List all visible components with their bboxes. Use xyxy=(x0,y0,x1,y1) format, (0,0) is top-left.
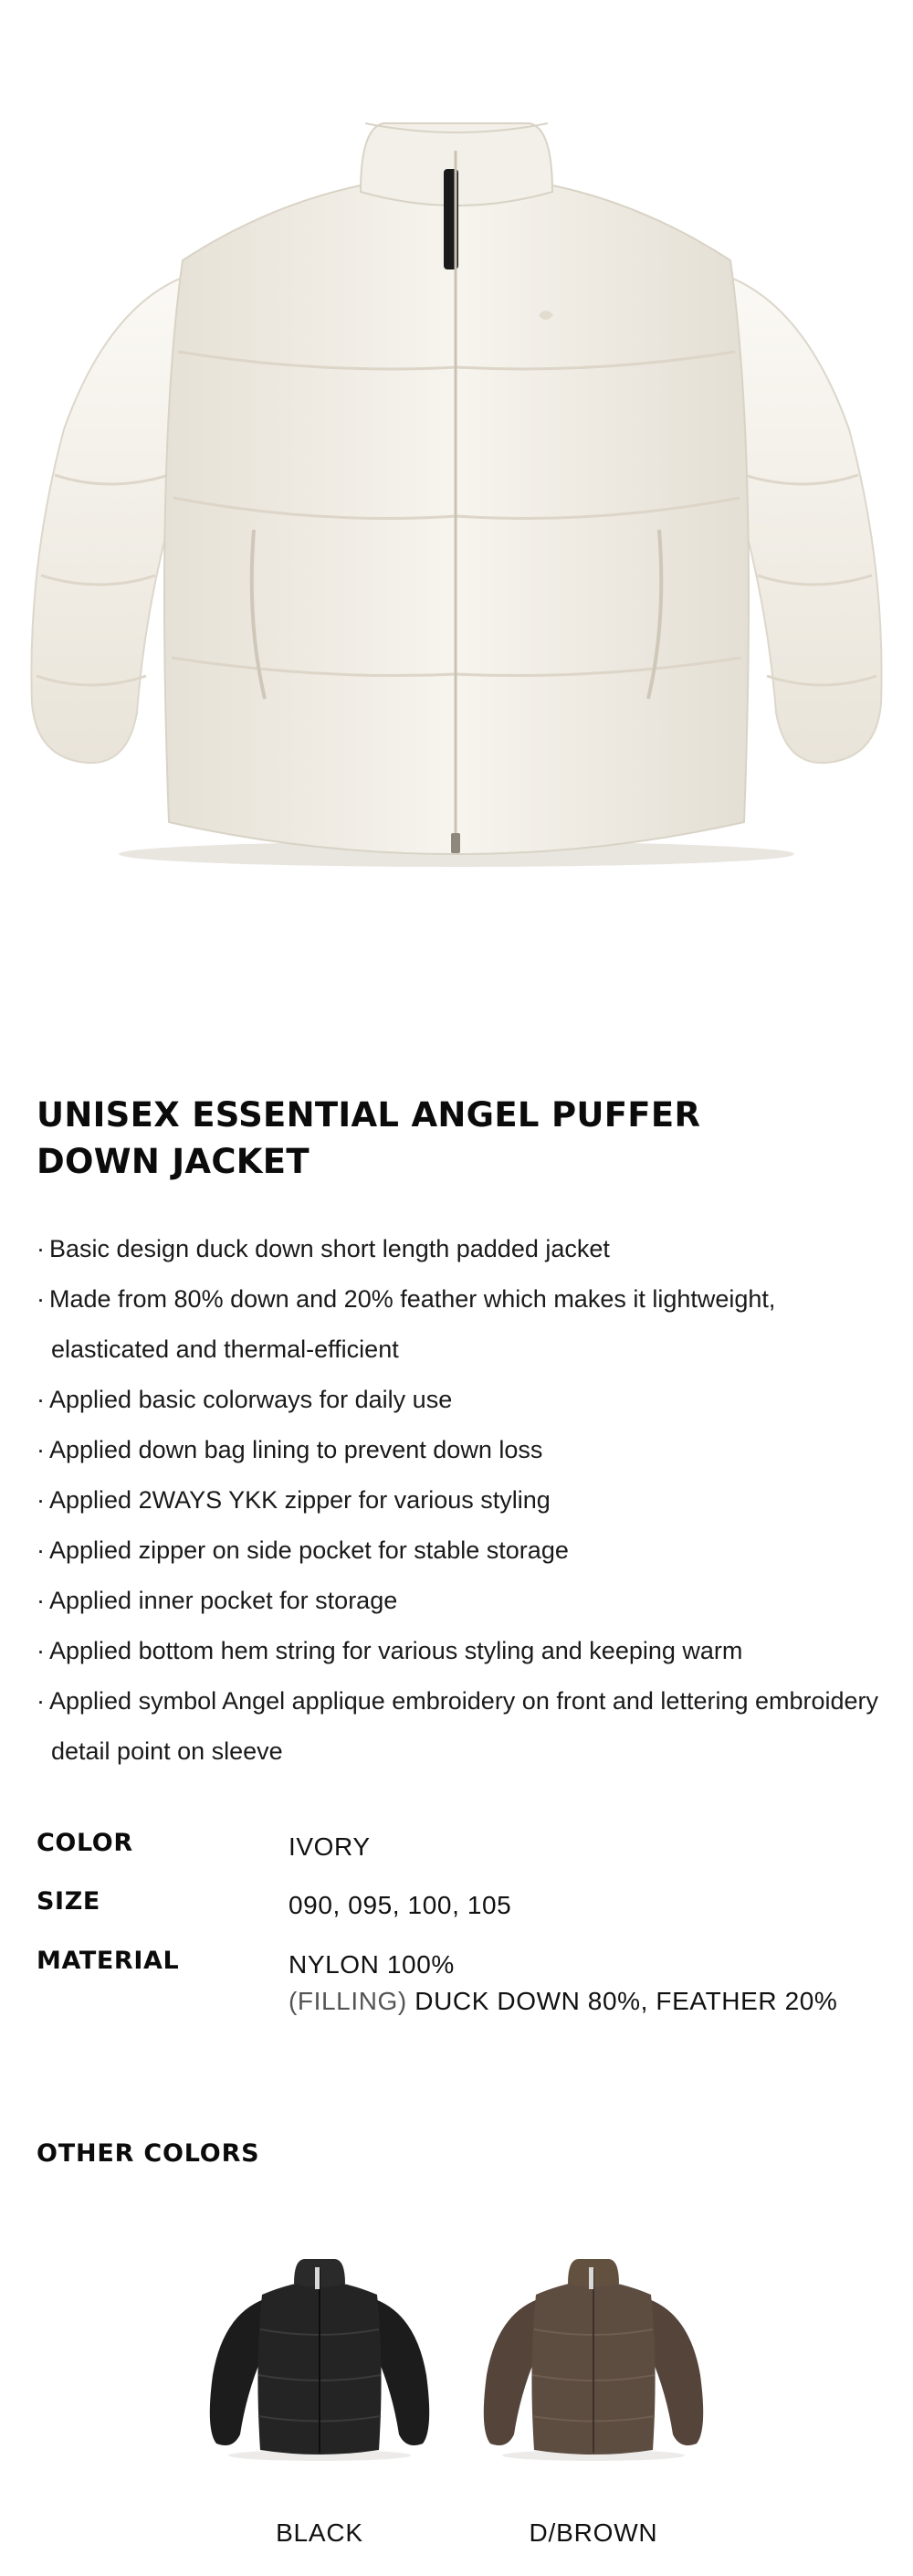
other-colors-heading: OTHER COLORS xyxy=(37,2139,260,2168)
color-swatch-brown[interactable] xyxy=(479,2256,708,2466)
feature-list xyxy=(37,1224,913,1777)
spec-label-material: MATERIAL xyxy=(37,1947,180,1975)
bullet-icon: · xyxy=(37,1587,45,1614)
bullet-icon: · xyxy=(37,1386,45,1413)
spec-row-color xyxy=(37,1829,371,1865)
bullet-icon: · xyxy=(37,1687,45,1715)
color-label-black[interactable]: BLACK xyxy=(276,2518,363,2547)
feature-item: · Applied symbol Angel applique embroidery on front and lettering embroidery detail point on sleeve xyxy=(37,1676,913,1777)
spec-value-material xyxy=(289,1947,837,2020)
spec-label-size: SIZE xyxy=(37,1887,100,1916)
feature-item: · Applied inner pocket for storage xyxy=(37,1576,913,1626)
spec-value-color: IVORY xyxy=(289,1832,371,1861)
bullet-icon: · xyxy=(37,1285,45,1313)
material-filling xyxy=(289,1983,837,2020)
feature-item: · Made from 80% down and 20% feather which makes it lightweight, elasticated and thermal-efficient xyxy=(37,1274,913,1375)
product-title-line2: DOWN JACKET xyxy=(37,1142,310,1181)
feature-item: · Basic design duck down short length padded jacket xyxy=(37,1224,913,1274)
material-shell: NYLON 100% xyxy=(289,1950,455,1979)
product-title xyxy=(37,1092,858,1185)
bullet-icon: · xyxy=(37,1637,45,1664)
feature-item: · Applied zipper on side pocket for stable storage xyxy=(37,1526,913,1576)
product-image xyxy=(0,0,913,923)
spec-row-material xyxy=(37,1947,837,2020)
color-swatch-black[interactable] xyxy=(205,2256,434,2466)
spec-label-color: COLOR xyxy=(37,1829,133,1857)
product-title-line1: UNISEX ESSENTIAL ANGEL PUFFER xyxy=(37,1095,701,1135)
color-label-brown[interactable]: D/BROWN xyxy=(529,2518,658,2547)
feature-item: · Applied 2WAYS YKK zipper for various styling xyxy=(37,1475,913,1526)
spec-value-size: 090, 095, 100, 105 xyxy=(289,1891,512,1919)
filling-prefix: (FILLING) xyxy=(289,1987,407,2015)
feature-item: · Applied bottom hem string for various styling and keeping warm xyxy=(37,1626,913,1676)
feature-item: · Applied down bag lining to prevent down loss xyxy=(37,1425,913,1475)
feature-item: · Applied basic colorways for daily use xyxy=(37,1375,913,1425)
bullet-icon: · xyxy=(37,1235,45,1262)
bullet-icon: · xyxy=(37,1436,45,1463)
spec-row-size xyxy=(37,1887,511,1924)
filling-value: DUCK DOWN 80%, FEATHER 20% xyxy=(415,1987,838,2015)
bullet-icon: · xyxy=(37,1536,45,1564)
bullet-icon: · xyxy=(37,1486,45,1514)
